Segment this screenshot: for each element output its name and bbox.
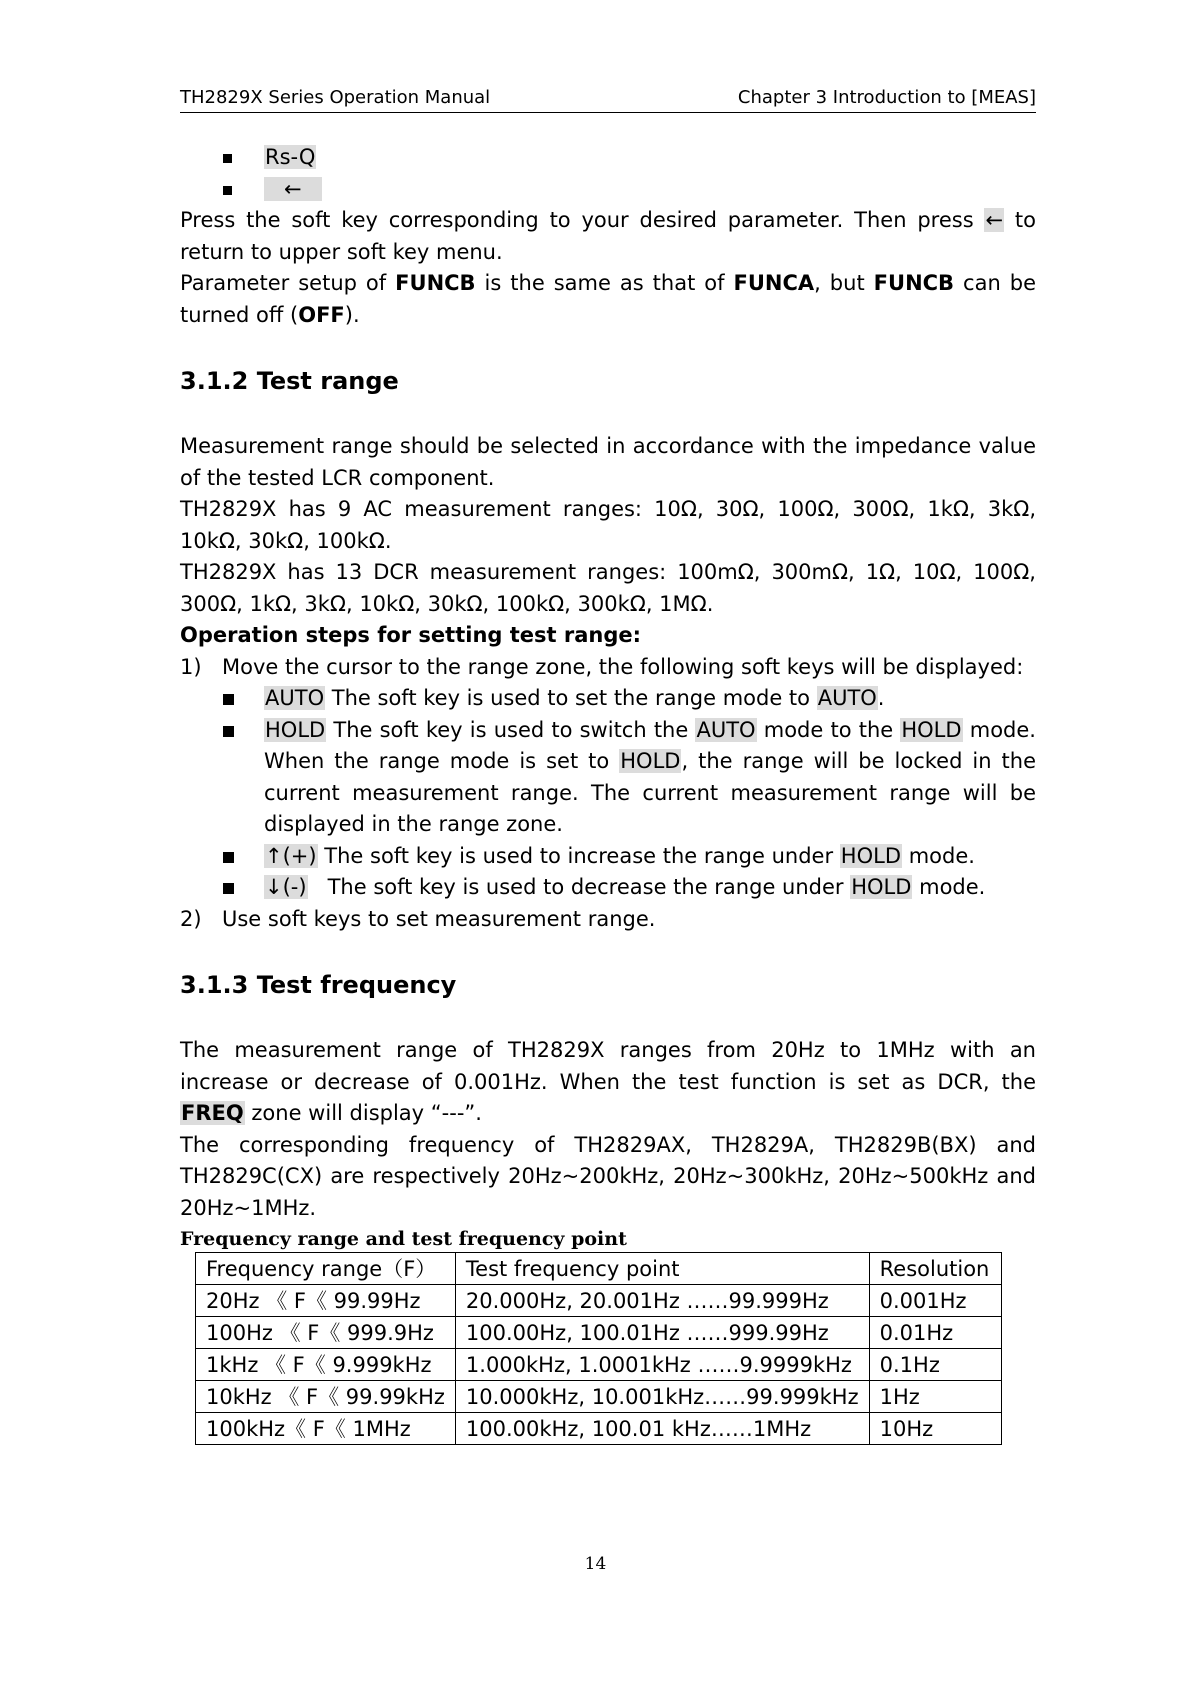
softkey-label: Rs-Q xyxy=(265,145,316,169)
table-cell: 1Hz xyxy=(869,1381,1001,1413)
table-cell: 100Hz 《 F《 999.9Hz xyxy=(196,1317,456,1349)
square-bullet-icon xyxy=(223,883,234,894)
table-cell: 0.1Hz xyxy=(869,1349,1001,1381)
table-row xyxy=(196,1349,1002,1381)
square-bullet-icon xyxy=(223,852,234,863)
softkey-auto-item: AUTO The soft key is used to set the range mode to AUTO. xyxy=(180,683,1036,715)
table-row xyxy=(196,1285,1002,1317)
section-heading-test-range: 3.1.2 Test range xyxy=(180,367,399,395)
square-bullet-icon xyxy=(223,726,234,737)
square-bullet-icon xyxy=(223,186,232,195)
steps-title: Operation steps for setting test range: xyxy=(180,623,642,647)
table-header-cell: Resolution xyxy=(869,1253,1001,1285)
table-cell: 100kHz《 F《 1MHz xyxy=(196,1413,456,1445)
square-bullet-icon xyxy=(223,154,232,163)
header-chapter-title: Chapter 3 Introduction to [MEAS] xyxy=(737,87,1036,108)
table-cell: 20Hz 《 F《 99.99Hz xyxy=(196,1285,456,1317)
page-header xyxy=(180,84,1036,113)
range-paragraph: Measurement range should be selected in accordance with the impedance value of the tested LCR component. xyxy=(180,434,1036,490)
square-bullet-icon xyxy=(223,694,234,705)
header-manual-title: TH2829X Series Operation Manual xyxy=(180,87,491,108)
frequency-paragraph: The measurement range of TH2829X ranges from 20Hz to 1MHz with an increase or decrease of 0.001Hz. When the test function is set as DCR, the FREQ zone will display “---”. xyxy=(180,1038,1036,1125)
softkey-down-item: ↓(-) The soft key is used to decrease the range under HOLD mode. xyxy=(180,872,1036,904)
table-cell: 0.01Hz xyxy=(869,1317,1001,1349)
table-cell: 10.000kHz, 10.001kHz……99.999kHz xyxy=(455,1381,869,1413)
table-header-row xyxy=(196,1253,1002,1285)
page-number: 14 xyxy=(584,1554,607,1574)
back-arrow-softkey-label: ← xyxy=(264,177,322,201)
table-cell: 0.001Hz xyxy=(869,1285,1001,1317)
table-header-cell: Test frequency point xyxy=(455,1253,869,1285)
table-row xyxy=(196,1317,1002,1349)
funcb-paragraph: Parameter setup of FUNCB is the same as that of FUNCA, but FUNCB can be turned off (OFF). xyxy=(180,271,1036,327)
softkey-up-item: ↑(+) The soft key is used to increase the range under HOLD mode. xyxy=(180,841,1036,873)
section-heading-test-frequency: 3.1.3 Test frequency xyxy=(180,971,457,999)
back-arrow-key: ← xyxy=(985,208,1004,232)
page-content xyxy=(180,142,1036,1445)
table-header-cell: Frequency range（F） xyxy=(196,1253,456,1285)
step-item: 2) Use soft keys to set measurement range. xyxy=(180,906,656,931)
table-cell: 100.00kHz, 100.01 kHz……1MHz xyxy=(455,1413,869,1445)
table-cell: 1kHz 《 F《 9.999kHz xyxy=(196,1349,456,1381)
table-cell: 10Hz xyxy=(869,1413,1001,1445)
models-paragraph: The corresponding frequency of TH2829AX, TH2829A, TH2829B(BX) and TH2829C(CX) are respectively 20Hz~200kHz, 20Hz~300kHz, 20Hz~500kHz and 20Hz~1MHz. xyxy=(180,1132,1036,1220)
bullet-item xyxy=(180,174,1036,206)
table-cell: 100.00Hz, 100.01Hz ……999.99Hz xyxy=(455,1317,869,1349)
table-row xyxy=(196,1381,1002,1413)
frequency-table xyxy=(195,1252,1002,1445)
ac-ranges-paragraph: TH2829X has 9 AC measurement ranges: 10Ω, 30Ω, 100Ω, 300Ω, 1kΩ, 3kΩ, 10kΩ, 30kΩ, 100kΩ. xyxy=(180,497,1036,553)
step-item: 1) Move the cursor to the range zone, the following soft keys will be displayed: xyxy=(180,654,1024,679)
table-caption: Frequency range and test frequency point xyxy=(180,1228,627,1250)
dcr-ranges-paragraph: TH2829X has 13 DCR measurement ranges: 100mΩ, 300mΩ, 1Ω, 10Ω, 100Ω, 300Ω, 1kΩ, 3kΩ, 10kΩ, 30kΩ, 100kΩ, 300kΩ, 1MΩ. xyxy=(180,560,1036,616)
softkey-hold-item: HOLD The soft key is used to switch the AUTO mode to the HOLD mode. When the range mode is set to HOLD, the range will be locked in the current measurement range. The current measurement range will be displayed in the range zone. xyxy=(180,715,1036,841)
intro-paragraph: Press the soft key corresponding to your desired parameter. Then press ← to return to upper soft key menu. xyxy=(180,208,1036,264)
bullet-item xyxy=(180,142,1036,174)
table-cell: 10kHz 《 F《 99.99kHz xyxy=(196,1381,456,1413)
table-row xyxy=(196,1413,1002,1445)
table-cell: 1.000kHz, 1.0001kHz ……9.9999kHz xyxy=(455,1349,869,1381)
table-cell: 20.000Hz, 20.001Hz ……99.999Hz xyxy=(455,1285,869,1317)
